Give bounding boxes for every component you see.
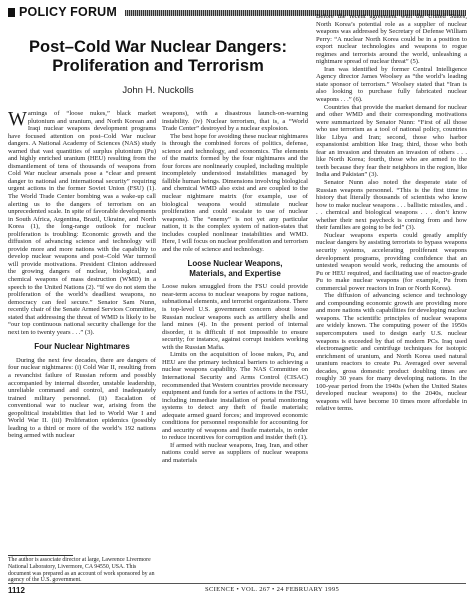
page-number: 1112 <box>8 586 25 595</box>
subheading: Four Nuclear Nightmares <box>34 342 130 352</box>
footer-rule <box>8 583 466 584</box>
subheading-line-1: Loose Nuclear Weapons, <box>187 259 283 269</box>
subheading <box>162 259 308 278</box>
paragraph: Limits on the acquisition of loose nukes, Pu, and HEU are the primary technical barriers to achieving a nuclear weapons capability. The NAS Committee on International Security and Arms Control (CISAC) recommended that Western countries provide necessary equipment and funds for a series of actions in the FSU, including immediate installation of portal monitoring systems to detect any theft of fissile materials; adequate armed guard forces; and improved economic conditions for personnel responsible for accounting for and security of weapons and fissile materials, in order to reduce incentives for corruption and insider theft (1). <box>162 351 308 442</box>
paragraph: The best hope for avoiding these nuclear nightmares is through the combined forces of politics, defense, science and technology, and economics. The elements of the matrix formed by the four nightmares and the four forces are nonlinearly coupled, including multiple incompletely understood instabilities managed by fallible human beings. Dimensions involving biological and chemical WMD also exist and are coupled to the nuclear nightmare matrix (for example, use of biological weapons would stimulate nuclear proliferation and could escalate to use of nuclear weapons). The “enemy” is not yet any particular nation, it is the complex system of nation-states that includes coupled nonlinear instabilities and WMD. Here, I will focus on nuclear proliferation and terrorism and the role of science and technology. <box>162 132 308 253</box>
article-title <box>8 38 308 76</box>
paragraph: If armed with nuclear weapons, Iraq, Iran, and other nations could serve as suppliers of nuclear weapons and materials <box>162 441 308 464</box>
paragraph: The diffusion of advancing science and technology and compounding economic growth are providing more and more nations with capabilities for developing nuclear weapons. The scientific principles of nuclear weapons are widely known. The computing power of the 1950s supercomputers used to design early U.S. nuclear weapons is exceeded by that of modern PCs. Iraq used electromagnetic and centrifuge techniques for isotopic enrichment of uranium, and North Korea used natural uranium reactors to create Pu. Averaged over several decades, gross domestic product doubling times are roughly 30 years for many developing nations. In the 100-year period from the 1940s (when the United States developed nuclear weapons) to the 2040s, nuclear weapons will have become 10 times more affordable in relative terms. <box>316 292 467 413</box>
paragraph-text: arnings of “loose nukes,” black market plutonium and uranium, and North Korean and Iraqi nuclear weapons development programs have focused attention on post–Cold War nuclear dangers. A National Academy of Sciences (NAS) study warned that vast quantities of surplus plutonium (Pu) and highly enriched uranium (HEU) resulting from the dismantlement of tens of thousands of weapons from Cold War nuclear arsenals pose a “clear and present danger to national and international security” requiring urgent actions in the former Soviet Union (FSU) (1). The World Trade Center bombing was a wake-up call alerting us to the dangers of terrorism on an unprecedented scale. In spite of favorable developments in South Africa, Argentina, Brazil, Ukraine, and North Korea (1), the long-range outlook for nuclear proliferation is troubling: Economic growth and the diffusion of advancing science and technology will provide more and more nations with the capability to develop nuclear weapons and post–Cold War turmoil will provide motivations. President Clinton addressed the growing dangers of nuclear, biological, and chemical weapons of mass destruction (WMD) in a speech to the United Nations (2). “If we do not stem the proliferation of the world’s deadliest weapons, no democracy can feel secure.” Senator Sam Nunn, recently chair of the Senate Armed Services Committee, stated that addressing the threat of WMD is likely to be “our top continuous national security challenge for the next ten to twenty years . . .” (3). <box>8 110 156 336</box>
title-block <box>8 38 308 96</box>
section-marker-square <box>8 8 15 17</box>
journal-citation: SCIENCE • VOL. 267 • 24 FEBRUARY 1995 <box>205 586 340 593</box>
column-2 <box>162 110 308 465</box>
footnote-rule <box>8 555 73 556</box>
paragraph: During the next few decades, there are dangers of four nuclear nightmares: (i) Cold War II, resulting from a revanchist failure of Russian reform and possibly accompanied by internal disorder, unstable leadership, unreliable command and control, and inadequately trained military personnel. (ii) Escalation of conventional war to nuclear war, arising from the geopolitical instabilities that led to World War I and World War II. (iii) Proliferation epidemics (possibly leading to a third or more of the world’s 192 nations being armed with nuclear <box>8 356 156 440</box>
title-line-2: Proliferation and Terrorism <box>52 57 264 75</box>
paragraph: Countries that provide the market demand for nuclear and other WMD and their corresponding motivations were summarized by Senator Nunn: “First of all those who use terrorism as a tool of national policy, countries like Libya and Iran; second, those who harbor expansionist ambition like Iraq; third, those who both fear an invasion and threaten an invasion of others . . . like North Korea; fourth, those who are armed to the teeth because they fear their neighbors in the region, like India and Pakistan” (3). <box>316 103 467 179</box>
paragraph: Before the recent agreement with the United States, North Korea’s potential role as a supplier of nuclear weapons was addressed by Secretary of Defense William Perry: “A nuclear North Korea could be in a position to export nuclear technologies and weapons to rogue regimes and terrorists around the world, unleashing a nightmare spread of nuclear threat” (5). <box>316 13 467 66</box>
column-3 <box>316 13 467 413</box>
paragraph: weapons), with a disastrous launch-on-warning instability. (iv) Nuclear terrorism, that is, a “World Trade Center” destroyed by a nuclear explosion. <box>162 110 308 133</box>
title-line-1: Post–Cold War Nuclear Dangers: <box>29 38 287 56</box>
paragraph-intro <box>8 110 156 336</box>
paragraph: Senator Nunn also noted the desperate state of Russian weapons personnel. “This is the first time in history that literally thousands of scientists who know how to make nuclear weapons . . . ballistic missiles, and . . . chemical and biological weapons . . . don’t know whether their next paycheck is coming from and how their families are going to be fed” (3). <box>316 179 467 232</box>
author-byline: John H. Nuckolls <box>122 85 194 96</box>
paragraph: Loose nukes smuggled from the FSU could provide near-term access to nuclear weapons by rogue nations, subnational elements, and terrorist organizations. There is top-level U.S. government concern about loose Russian nuclear weapons such as artillery shells and land mines (4). In the present period of internal disorder, it is difficult if not impossible to ensure security; for instance, against corrupt insiders working with the Russian Mafia. <box>162 283 308 351</box>
column-1 <box>8 110 156 440</box>
author-footnote: The author is associate director at large, Lawrence Livermore National Laboratory, Livermore, CA 94550, USA. This document was prepared as an account of work sponsored by an agency of the U.S. government. <box>8 557 155 584</box>
drop-cap: W <box>8 108 27 130</box>
paragraph: Iran was identified by former Central Intelligence Agency director James Woolsey as “the world’s leading state sponsor of terrorism.” Woolsey stated that “Iran is also looking to purchase fully fabricated nuclear weapons . . .” (6). <box>316 65 467 104</box>
subheading-line-2: Materials, and Expertise <box>189 268 281 278</box>
paragraph: Nuclear weapons experts could greatly amplify nuclear dangers by assisting terrorists to bypass weapons security systems, accelerating proliferant weapons development programs, providing confidence that an untested weapon would work, reducing the amounts of Pu or HEU required, and facilitating use of reactor-grade Pu to make nuclear weapons (for example, Pu from commercial power reactors in Iran or North Korea). <box>316 231 467 292</box>
section-label: POLICY FORUM <box>19 5 118 19</box>
